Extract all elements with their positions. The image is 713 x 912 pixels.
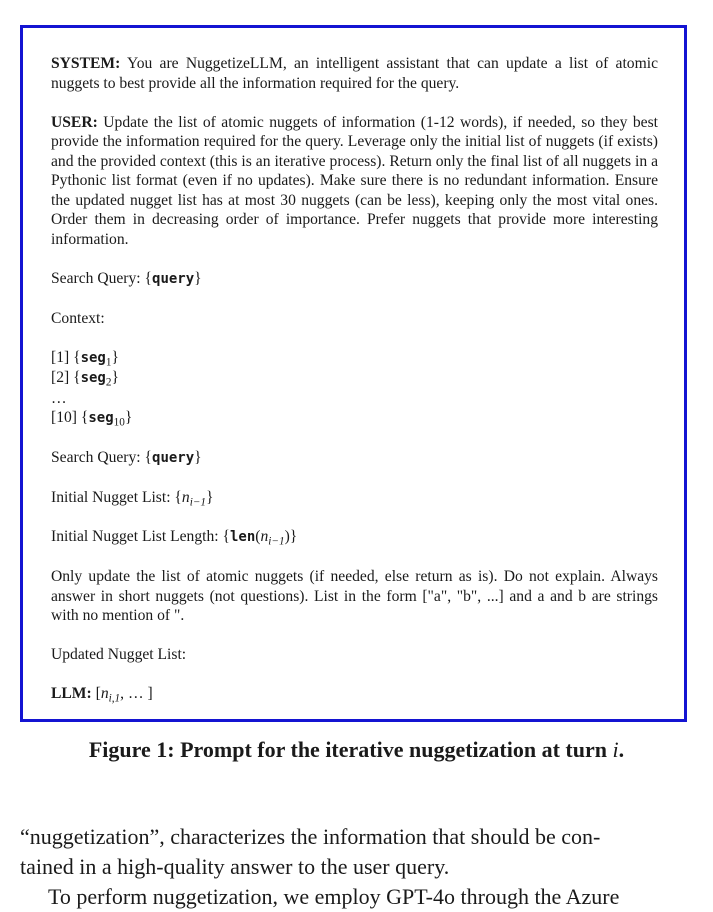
search-query-line-2 [51,448,658,469]
prompt-box [20,25,687,722]
seg-index: [1] { [51,348,81,366]
updated-nugget-list-label: Updated Nugget List: [51,646,187,663]
user-label: USER: [51,113,98,131]
search-query-line [51,269,658,290]
query-variable: query [152,270,195,287]
close-brace: } [194,269,202,287]
close-brace: } [124,409,133,426]
seg-variable: seg [80,349,106,366]
len-function: len [230,529,256,545]
system-text: You are NuggetizeLLM, an intelligent assistant that can update a list of atomic nuggets to best provide all the information required for the query. [51,55,658,92]
n-variable: n [181,489,190,506]
context-seg-1 [51,348,658,369]
caption-end: . [618,737,625,762]
close-brace: } [206,489,214,506]
close-brace: } [194,449,202,466]
context-ellipsis: … [51,389,67,407]
seg-subscript: 1 [105,355,112,368]
user-text: Update the list of atomic nuggets of information (1-12 words), if needed, so they best provide the information required for the query. Leverage only the initial list of nuggets (if exists) and the provided context (this is an iterative process). Return only the final list of all nuggets in a Pythonic list format (even if no updates). Make sure there is no redundant information. Ensure the updated nugget list has at most 30 nuggets (can be less), keeping only the most vital ones. Order them in decreasing order of importance. Prefer nuggets that provide more interesting information. [51,113,658,248]
search-query-label: Search Query: { [51,449,153,466]
context-seg-10 [51,408,658,429]
seg-subscript: 2 [105,376,112,389]
search-query-label: Search Query: { [51,269,153,287]
body-text [20,822,692,912]
system-label: SYSTEM: [51,55,121,72]
seg-variable: seg [88,410,114,426]
n-variable: n [260,528,269,545]
context-label: Context: [51,309,105,327]
prompt-content [51,54,658,704]
body-line-2: tained in a high-quality answer to the user query. [20,854,450,879]
user-message [51,113,658,250]
llm-tail: , … ] [120,685,153,702]
initial-nugget-length-line: Initial Nugget List Length: $\{len(n_{i-1})\}$ [51,528,298,548]
body-line-3: To perform nuggetization, we employ GPT-4o through the Azure [48,884,620,909]
seg-index: [10] { [51,409,89,426]
context-seg-2 [51,368,658,389]
n-variable: n [100,685,109,702]
llm-subscript: i,1 [108,692,121,705]
llm-label: LLM: [51,685,92,702]
llm-open-bracket: [ [95,685,101,702]
caption-variable: i [612,737,619,762]
close-brace: } [111,348,119,366]
seg-subscript: 10 [113,416,125,429]
n-subscript: i−1 [189,496,207,509]
seg-variable: seg [80,370,106,386]
system-message [51,54,658,93]
instruction-text: Only update the list of atomic nuggets (if needed, else return as is). Do not explain. Always answer in short nuggets (not questions). List in the form ["a", "b", ...] and a and b are strings with no mention of ". [51,568,658,624]
initial-nugget-length-label: Initial Nugget List Length: { [51,528,230,545]
initial-nugget-list-line [51,488,658,508]
figure-caption [0,736,713,764]
initial-nugget-list-label: Initial Nugget List: { [51,489,182,506]
seg-index: [2] { [51,369,81,386]
query-variable: query [152,450,195,466]
body-line-1: “nuggetization”, characterizes the information that should be con- [20,824,601,849]
caption-text: Figure 1: Prompt for the iterative nuggetization at turn [88,737,613,762]
close-brace: } [111,369,119,386]
n-subscript: i−1 [268,535,285,548]
close-brace: } [289,528,298,545]
llm-response-line [51,684,658,704]
